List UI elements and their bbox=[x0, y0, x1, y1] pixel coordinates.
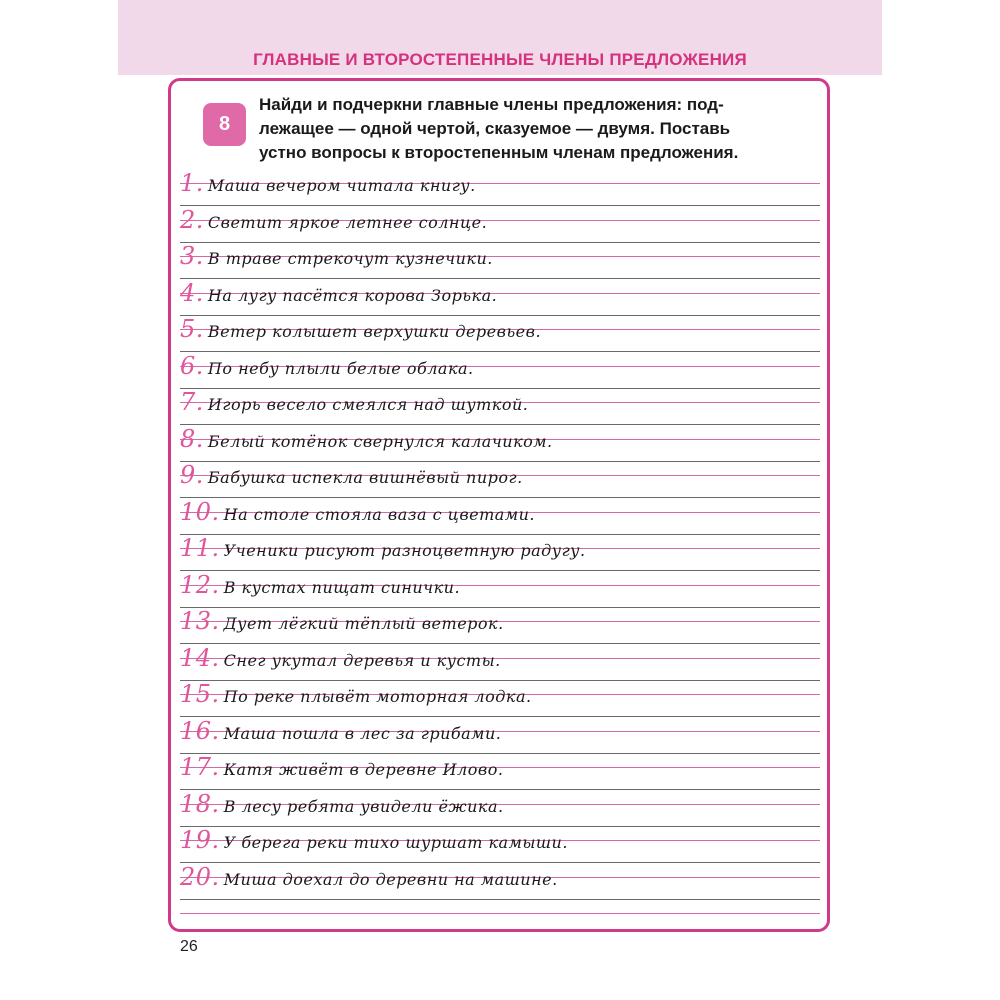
sentence-text: В кустах пищат синички. bbox=[223, 577, 461, 597]
sentence-number: 9. bbox=[180, 461, 204, 489]
sentence-number: 19. bbox=[180, 826, 220, 854]
sentence-row bbox=[180, 863, 840, 901]
exercise-number-badge: 8 bbox=[203, 103, 246, 146]
sentence-text: Миша доехал до деревни на машине. bbox=[223, 869, 558, 889]
sentence-number: 4. bbox=[180, 278, 204, 307]
sentence-row bbox=[180, 790, 840, 828]
instruction-line: Найди и подчеркни главные члены предложения: под- bbox=[259, 95, 724, 114]
ruled-writing-area bbox=[180, 169, 820, 915]
guide-line bbox=[180, 913, 820, 914]
sentence-row bbox=[180, 242, 840, 280]
sentence-number: 2. bbox=[180, 205, 204, 234]
sentence-row bbox=[180, 534, 840, 572]
sentence-row bbox=[180, 315, 840, 353]
sentence-number: 20. bbox=[180, 862, 220, 891]
sentence-text: В траве стрекочут кузнечики. bbox=[207, 249, 493, 268]
sentence-text: Игорь весело смеялся над шуткой. bbox=[207, 395, 529, 414]
sentence-text: Катя живёт в деревне Илово. bbox=[223, 760, 504, 779]
sentence-row bbox=[180, 644, 840, 682]
sentence-row bbox=[180, 388, 840, 426]
sentence-number: 12. bbox=[180, 570, 220, 599]
sentence-number: 17. bbox=[180, 753, 220, 781]
page-number: 26 bbox=[180, 938, 198, 955]
sentence-number: 10. bbox=[180, 497, 220, 526]
sentence-row bbox=[180, 425, 840, 463]
sentence-number: 7. bbox=[180, 388, 204, 416]
sentence-number: 1. bbox=[180, 169, 204, 197]
sentence-number: 16. bbox=[180, 716, 220, 745]
sentence-text: Белый котёнок свернулся калачиком. bbox=[207, 431, 553, 451]
sentence-number: 3. bbox=[180, 242, 204, 270]
sentence-text: Маша пошла в лес за грибами. bbox=[223, 723, 502, 743]
sentence-number: 18. bbox=[180, 789, 220, 818]
sentence-row bbox=[180, 607, 840, 645]
sentence-number: 6. bbox=[180, 351, 204, 380]
sentence-text: По небу плыли белые облака. bbox=[207, 358, 474, 378]
sentence-text: Дует лёгкий тёплый ветерок. bbox=[223, 614, 504, 633]
sentence-number: 5. bbox=[180, 315, 204, 343]
sentence-text: Ученики рисуют разноцветную радугу. bbox=[223, 541, 586, 560]
sentence-row bbox=[180, 279, 840, 317]
sentence-row bbox=[180, 498, 840, 536]
sentence-number: 14. bbox=[180, 643, 220, 672]
instruction-line: лежащее — одной чертой, сказуемое — двумя. Поставь bbox=[259, 119, 731, 138]
sentence-row bbox=[180, 206, 840, 244]
instruction-line: устно вопросы к второстепенным членам предложения. bbox=[259, 143, 739, 162]
sentence-number: 13. bbox=[180, 607, 220, 635]
sentence-text: Светит яркое летнее солнце. bbox=[207, 212, 488, 232]
sentence-text: Маша вечером читала книгу. bbox=[207, 176, 476, 195]
sentence-row bbox=[180, 169, 840, 207]
sentence-text: На столе стояла ваза с цветами. bbox=[223, 504, 535, 524]
sentence-number: 11. bbox=[180, 534, 220, 562]
sentence-row bbox=[180, 717, 840, 755]
sentence-text: Бабушка испекла вишнёвый пирог. bbox=[207, 468, 523, 487]
sentence-number: 15. bbox=[180, 680, 220, 708]
sentence-text: На лугу пасётся корова Зорька. bbox=[207, 285, 498, 305]
sentence-row bbox=[180, 352, 840, 390]
sentence-row bbox=[180, 680, 840, 718]
exercise-instruction bbox=[259, 93, 819, 165]
sentence-text: Ветер колышет верхушки деревьев. bbox=[207, 322, 542, 341]
sentence-row bbox=[180, 571, 840, 609]
sentence-text: В лесу ребята увидели ёжика. bbox=[223, 796, 504, 816]
sentence-row bbox=[180, 461, 840, 499]
sentence-row bbox=[180, 753, 840, 791]
sentence-text: Снег укутал деревья и кусты. bbox=[223, 650, 501, 670]
sentence-text: У берега реки тихо шуршат камыши. bbox=[223, 833, 568, 852]
sentence-text: По реке плывёт моторная лодка. bbox=[223, 687, 532, 706]
sentence-number: 8. bbox=[180, 424, 204, 453]
section-title: ГЛАВНЫЕ И ВТОРОСТЕПЕННЫЕ ЧЛЕНЫ ПРЕДЛОЖЕНИЯ bbox=[253, 50, 747, 69]
sentence-row bbox=[180, 826, 840, 864]
